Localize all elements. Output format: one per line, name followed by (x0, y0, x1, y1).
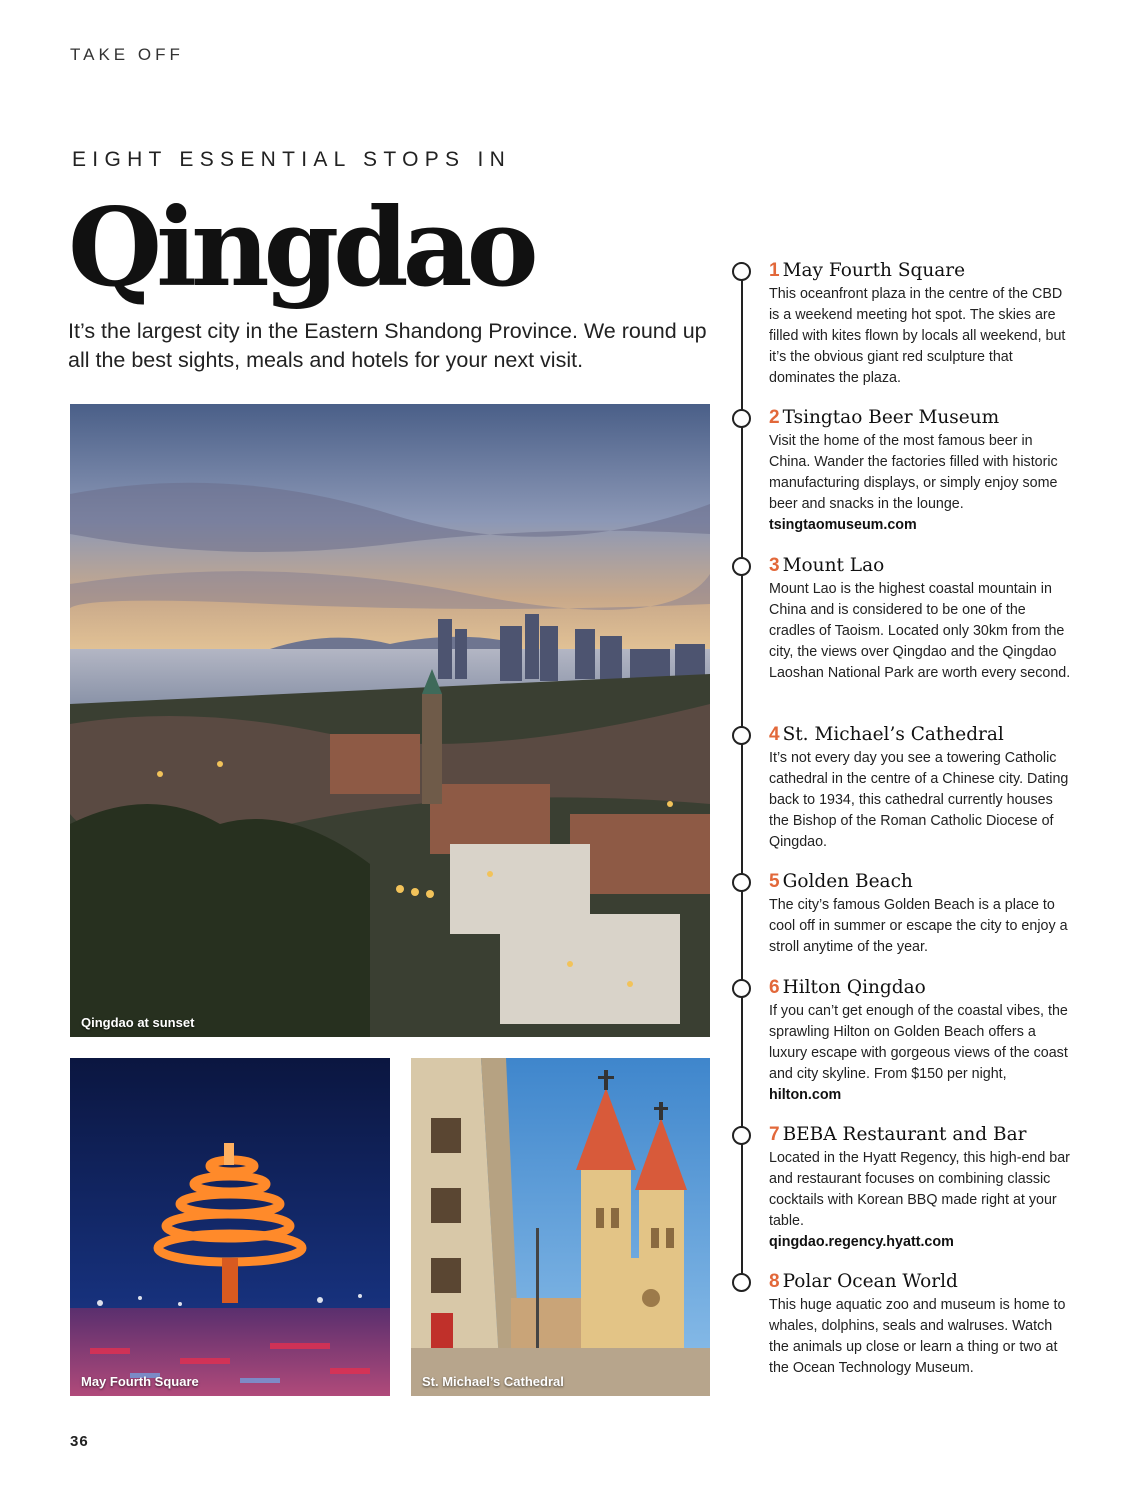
stop-link[interactable]: tsingtaomuseum.com (769, 517, 917, 533)
stop-link[interactable]: qingdao.regency.hyatt.com (769, 1234, 954, 1250)
stop-description: This huge aquatic zoo and museum is home to whales, dolphins, seals and walruses. Watch the animals up close or learn a thing or two at the Ocean Technology Museum. (769, 1297, 1066, 1376)
stop-name: BEBA Restaurant and Bar (782, 1124, 1027, 1145)
stop-link[interactable]: hilton.com (769, 1087, 842, 1103)
stop-number: 3 (769, 555, 780, 576)
timeline-dot-icon (732, 409, 751, 428)
article-kicker: EIGHT ESSENTIAL STOPS IN (72, 148, 512, 171)
stop-number: 2 (769, 407, 780, 428)
stop-description: Located in the Hyatt Regency, this high-end bar and restaurant focuses on combining classic cocktails with Korean BBQ made right at your table. qingdao.regency.hyatt.com (769, 1150, 1070, 1250)
timeline-dot-icon (732, 726, 751, 745)
stop-number: 7 (769, 1124, 780, 1145)
sculpture-illustration (70, 1058, 390, 1396)
cathedral-illustration (411, 1058, 710, 1396)
stop-description: Visit the home of the most famous beer in China. Wander the factories filled with historic manufacturing displays, or simply enjoy some beer and snacks in the lounge. tsingtaomuseum.com (769, 433, 1058, 533)
stop-heading (769, 871, 913, 893)
article-title: Qingdao (68, 185, 533, 311)
stop-description: If you can’t get enough of the coastal vibes, the sprawling Hilton on Golden Beach offers a luxury escape with gorgeous views of the coast and city skyline. From $150 per night, hilton.com (769, 1003, 1068, 1103)
stop-heading (769, 407, 999, 429)
timeline-dot-icon (732, 1273, 751, 1292)
timeline-dot-icon (732, 1126, 751, 1145)
photo-caption: St. Michael’s Cathedral (422, 1374, 564, 1389)
stop-name: St. Michael’s Cathedral (782, 724, 1004, 745)
stop-name: Golden Beach (782, 871, 913, 892)
stop-heading (769, 977, 926, 999)
stop-heading (769, 555, 884, 577)
stop-name: Tsingtao Beer Museum (782, 407, 1000, 428)
stop-description: It’s not every day you see a towering Catholic cathedral in the centre of a Chinese city. Dating back to 1934, this cathedral currently houses the Bishop of the Roman Catholic Diocese of Qingdao. (769, 750, 1069, 850)
stop-heading (769, 1271, 958, 1293)
photo-st-michaels-cathedral (411, 1058, 710, 1396)
stop-name: Mount Lao (782, 555, 885, 576)
section-label: TAKE OFF (70, 45, 184, 64)
stop-name: Hilton Qingdao (782, 977, 926, 998)
stop-name: Polar Ocean World (782, 1271, 958, 1292)
stop-number: 1 (769, 260, 780, 281)
stop-description: This oceanfront plaza in the centre of the CBD is a weekend meeting hot spot. The skies are filled with kites flown by locals all weekend, but it’s the obvious giant red sculpture that dominates the plaza. (769, 286, 1066, 386)
stop-name: May Fourth Square (782, 260, 966, 281)
stop-number: 4 (769, 724, 780, 745)
stop-description: The city’s famous Golden Beach is a place to cool off in summer or escape the city to enjoy a stroll anytime of the year. (769, 897, 1068, 955)
timeline-dot-icon (732, 873, 751, 892)
timeline-dot-icon (732, 262, 751, 281)
timeline-dot-icon (732, 979, 751, 998)
stop-heading (769, 1124, 1027, 1146)
sunset-illustration (70, 404, 710, 1037)
photo-qingdao-sunset (70, 404, 710, 1037)
stop-heading (769, 724, 1004, 746)
stop-heading (769, 260, 965, 282)
page-number: 36 (70, 1433, 89, 1450)
stop-description: Mount Lao is the highest coastal mountain in China and is considered to be one of the cradles of Taoism. Located only 30km from the city, the views over Qingdao and the Qingdao Laoshan National Park are worth every second. (769, 581, 1071, 681)
photo-may-fourth-square (70, 1058, 390, 1396)
photo-caption: Qingdao at sunset (81, 1015, 195, 1030)
article-intro: It’s the largest city in the Eastern Shandong Province. We round up all the best sights, meals and hotels for your next visit. (68, 319, 707, 372)
stop-number: 8 (769, 1271, 780, 1292)
stop-number: 6 (769, 977, 780, 998)
stop-number: 5 (769, 871, 780, 892)
photo-caption: May Fourth Square (81, 1374, 199, 1389)
timeline-dot-icon (732, 557, 751, 576)
